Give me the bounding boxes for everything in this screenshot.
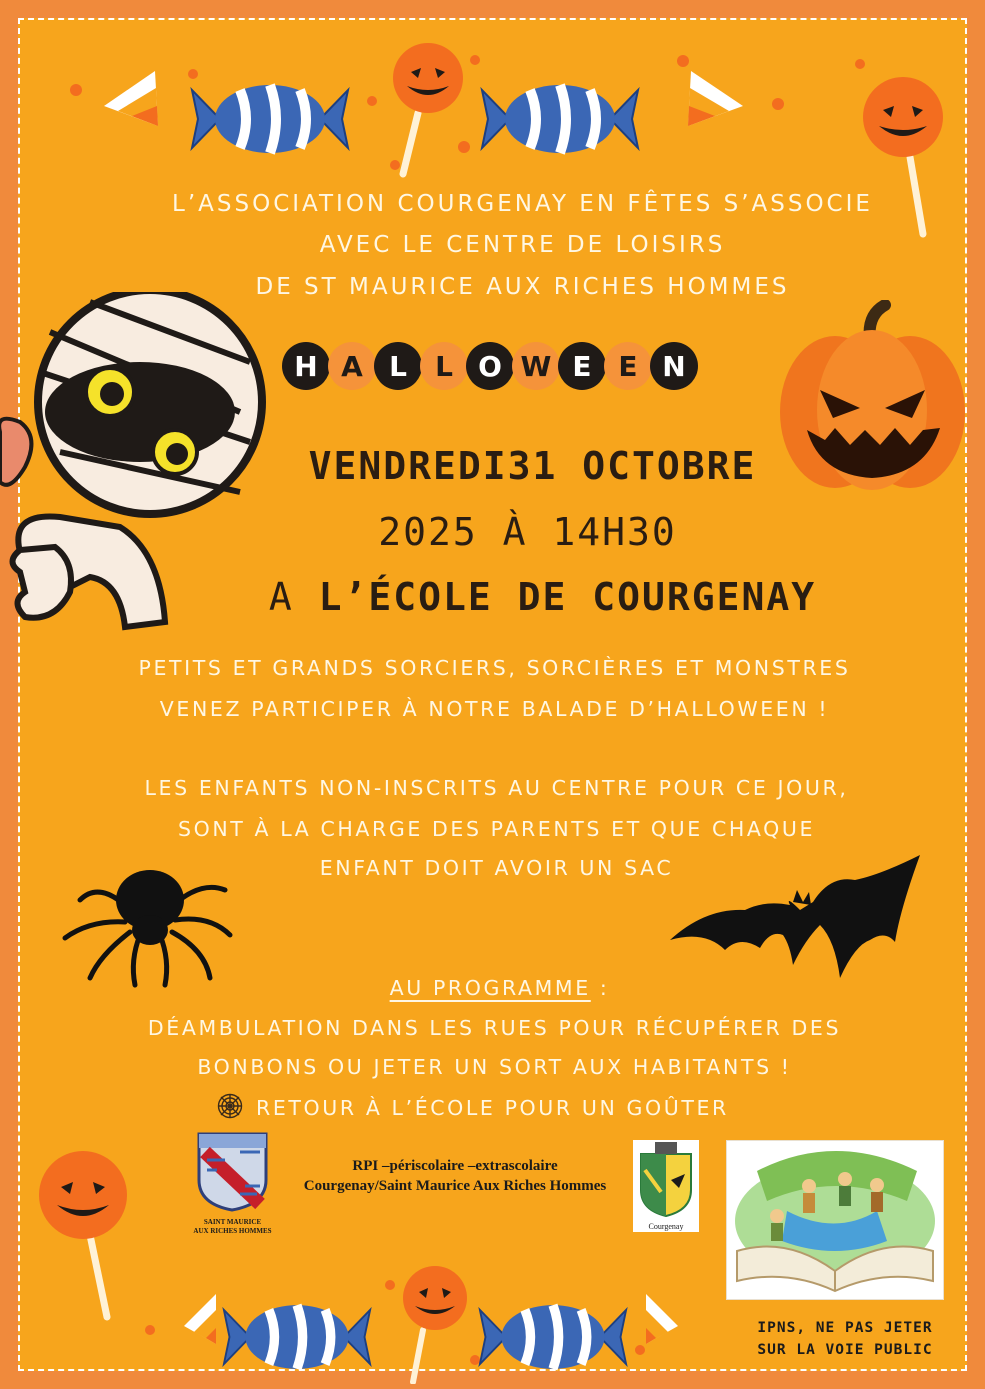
courgenay-caption: Courgenay	[648, 1222, 684, 1231]
program-item-2	[216, 1093, 729, 1120]
program-item-2-label: RETOUR À L’ÉCOLE POUR UN GOÛTER	[256, 1096, 729, 1120]
title-letter: E	[558, 342, 606, 390]
pumpkin-lollipop-icon	[35, 1145, 135, 1325]
pumpkin-lollipop-icon	[385, 38, 470, 178]
crest-caption-line-1: SAINT MAURICE	[203, 1218, 262, 1226]
spider-icon	[60, 860, 240, 990]
notice-line-1: LES ENFANTS NON-INSCRITS AU CENTRE POUR CE JOUR,	[144, 776, 849, 800]
candy-corn-icon	[100, 66, 162, 134]
title-letter: H	[282, 342, 330, 390]
wrapped-candy-icon	[480, 80, 640, 158]
wrapped-candy-icon	[190, 80, 350, 158]
intro-line-2: AVEC LE CENTRE DE LOISIRS	[319, 232, 726, 258]
intro-line-3: DE ST MAURICE AUX RICHES HOMMES	[255, 274, 790, 300]
candy-corn-icon	[180, 1290, 220, 1348]
bat-icon	[665, 850, 925, 980]
event-location-prefix: A	[268, 575, 319, 619]
invitation-line-2: VENEZ PARTICIPER À NOTRE BALADE D’HALLOWEEN !	[159, 697, 830, 721]
ipns-notice	[740, 1320, 950, 1358]
event-location	[50, 575, 985, 619]
pumpkin-lollipop-icon	[395, 1262, 475, 1384]
notice-line-2: SONT À LA CHARGE DES PARENTS ET QUE CHAQUE	[177, 817, 816, 841]
program-heading	[10, 976, 985, 1000]
intro-line-1: L’ASSOCIATION COURGENAY EN FÊTES S’ASSOCIE	[172, 191, 873, 217]
ipns-line-1: IPNS, NE PAS JETER	[757, 1320, 933, 1336]
invitation-line-1: PETITS ET GRANDS SORCIERS, SORCIÈRES ET MONSTRES	[138, 656, 851, 680]
event-date: VENDREDI31 OCTOBRE	[308, 444, 757, 488]
rpi-line-2: Courgenay/Saint Maurice Aux Riches Hommes	[303, 1178, 607, 1194]
title-letter: W	[512, 342, 560, 390]
rpi-text-block	[275, 1156, 635, 1196]
saint-maurice-crest-logo	[185, 1130, 280, 1240]
notice-line-3: ENFANT DOIT AVOIR UN SAC	[319, 856, 674, 880]
title-letter: O	[466, 342, 514, 390]
coat-of-arms-icon	[633, 1140, 699, 1218]
title-letter: L	[420, 342, 468, 390]
courgenay-crest-logo	[633, 1140, 699, 1232]
ipns-line-2: SUR LA VOIE PUBLIC	[757, 1342, 933, 1358]
crest-caption-line-2: AUX RICHES HOMMES	[193, 1227, 272, 1235]
open-book-adventure-icon	[727, 1141, 943, 1299]
program-title: AU PROGRAMME	[389, 976, 591, 1000]
program-item-1-line-2: BONBONS OU JETER UN SORT AUX HABITANTS !	[197, 1055, 792, 1079]
wrapped-candy-icon	[478, 1300, 628, 1374]
candy-corn-icon	[685, 66, 747, 134]
title-letter: A	[328, 342, 376, 390]
storybook-illustration	[726, 1140, 944, 1300]
spiderweb-icon	[216, 1093, 244, 1119]
rpi-line-1: RPI –périscolaire –extrascolaire	[352, 1158, 558, 1174]
program-title-colon: :	[590, 976, 610, 1000]
title-letter: E	[604, 342, 652, 390]
candy-corn-icon	[642, 1290, 682, 1348]
wrapped-candy-icon	[222, 1300, 372, 1374]
event-location-place: L’ÉCOLE DE COURGENAY	[318, 575, 817, 619]
title-letter: L	[374, 342, 422, 390]
coat-of-arms-icon	[185, 1130, 280, 1214]
halloween-title	[282, 342, 696, 390]
program-item-1-line-1: DÉAMBULATION DANS LES RUES POUR RÉCUPÉRER DES	[147, 1016, 842, 1040]
title-letter: N	[650, 342, 698, 390]
event-time: 2025 À 14H30	[378, 510, 677, 554]
